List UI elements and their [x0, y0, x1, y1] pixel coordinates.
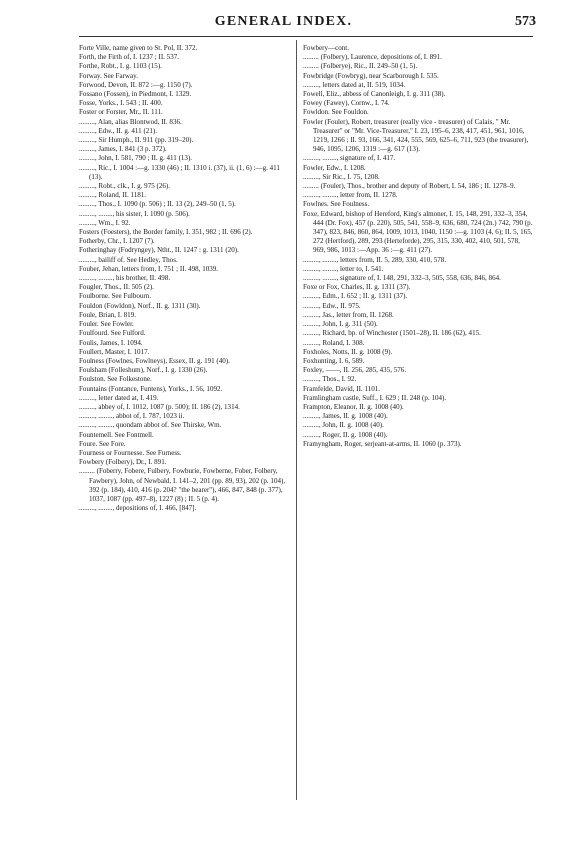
index-entry: Foule, Brian, I. 819.	[79, 310, 136, 319]
index-entry: Frampton, Eleanor, II. g. 1008 (40).	[303, 402, 404, 411]
index-entry: ........., Sir Humph., II. 911 (pp. 319–20).	[79, 136, 194, 145]
index-entry: Fowbery (Folbery), Dr., I. 891.	[79, 458, 167, 467]
index-entry: Forth, the Firth of, I. 1237 ; II. 537.	[79, 53, 180, 62]
index-entry: Fowell, Eliz., abbess of Canonleigh, I. g. 311 (38).	[303, 90, 446, 99]
index-entry: ........., bailiff of. See Hedley, Thos.	[79, 255, 178, 264]
index-entry: Fowbridge (Fowbryg), near Scarborough I. 535.	[303, 71, 439, 80]
index-entry: Fosters (Foesters), the Border family, I. 351, 982 ; II. 696 (2).	[79, 228, 253, 237]
index-entry: ......... (Folberye), Ric., II. 249–50 (1, 5).	[303, 62, 418, 71]
header-rule	[79, 36, 533, 37]
index-entry: Forwood, Devon, II. 872 :—g. 1150 (7).	[79, 80, 193, 89]
index-entry: Fowey (Fawey), Cornw., I. 74.	[303, 99, 390, 108]
index-entry: Foster or Forster, Mr., II. 111.	[79, 108, 163, 117]
index-entry: ........., letters dated at, II. 519, 1034.	[303, 80, 406, 89]
index-entry: ......... (Fouler), Thos., brother and deputy of Robert, I. 54, 186 ; II. 1278–9.	[303, 182, 516, 191]
index-entry: ........., ........, quondam abbot of. See Thirske, Wm.	[79, 421, 222, 430]
page-number: 573	[515, 14, 536, 29]
index-entry: Fourness or Fournesse. See Furness.	[79, 448, 182, 457]
index-entry: ........., John, II. g. 1008 (40).	[303, 421, 384, 430]
index-entry: Fouber, Jehan, letters from, I. 751 ; II. 498, 1039.	[79, 264, 219, 273]
index-column-right	[303, 44, 533, 449]
index-entry: ........., Ric., I. 1004 :—g. 1330 (46) ; II. 1310 i. (37), ii. (1, 6) :—g. 411 (13).	[79, 163, 280, 181]
index-entry: ........., Thos., I. 92.	[303, 375, 357, 384]
index-entry: ........., James, I. 841 (3 p. 372).	[79, 145, 167, 154]
index-entry: ........., Richard, bp. of Winchester (1501–28), II. 186 (62), 415.	[303, 329, 481, 338]
index-entry: Fowlnes. See Foulness.	[303, 200, 370, 209]
index-entry: Framlingham castle, Suff., I. 629 ; II. 248 (p. 104).	[303, 393, 447, 402]
index-entry: ........., ........, signature of, I. 417.	[303, 154, 396, 163]
index-entry: Fountemell. See Fontmell.	[79, 430, 154, 439]
index-entry: ........., ........, depositions of, I. 466, [847].	[79, 504, 197, 513]
index-entry: ........., Edm., I. 652 ; II. g. 1311 (37).	[303, 292, 408, 301]
index-entry: Foxley, ——, II. 256, 285, 435, 576.	[303, 366, 407, 375]
index-entry: ........., Wm., I. 92.	[79, 218, 131, 227]
index-entry: Foullert, Master, I. 1017.	[79, 347, 150, 356]
index-entry: ........., ........, letter to, I. 541.	[303, 264, 384, 273]
index-entry: ........., ........, his sister, I. 1090 (p. 506).	[79, 209, 190, 218]
index-entry: ........., ........, his brother, II. 498.	[79, 274, 171, 283]
index-entry: ........., Roland, II. 1181.	[79, 191, 147, 200]
index-entry: Fotheringhay (Fodryngey), Ntht., II. 1247 : g. 1311 (20).	[79, 246, 239, 255]
index-entry: ......... (Foberry, Fobere, Fulbery, Fowburie, Fowberne, Fober, Folbery, Fawbery), John, of Newbald, I. 141–2, 201 (pp. 89, 93), 202 (p. 104), 392 (p. 184), 410, 416 (p. 204? "the bearer"), 466, 847, 848 (p. 377), 1037, 1087 (pp. 497–8), 1227 (8) ; II. 5 (p. 4).	[79, 467, 286, 503]
index-entry: Framfelde, David, II. 1101.	[303, 384, 381, 393]
index-entry: Foxholes, Notts, II. g. 1008 (9).	[303, 347, 393, 356]
index-entry: ........., Thos., I. 1090 (p. 506) ; II. 13 (2), 249–50 (1, 5).	[79, 200, 236, 209]
index-entry: Foulsham (Folleshum), Norf., I. g. 1330 (26).	[79, 366, 208, 375]
index-entry: Fowldon. See Fouldon.	[303, 108, 369, 117]
index-entry: Fougler, Thos., II. 505 (2).	[79, 283, 154, 292]
index-entry: ........., Jas., letter from, II. 1268.	[303, 310, 394, 319]
index-entry: Framyngham, Roger, serjeant-at-arms, II. 1060 (p. 373).	[303, 439, 462, 448]
index-entry: ........., letter dated at, I. 419.	[79, 393, 159, 402]
index-entry: Foulis, James, I. 1094.	[79, 338, 143, 347]
index-entry: ........., Alan, alias Blontwod, II. 836.	[79, 117, 182, 126]
index-entry: Fowler, Edw., I. 1208.	[303, 163, 366, 172]
index-entry: Foure. See Fore.	[79, 439, 126, 448]
index-entry: ........., John, I. 581, 790 ; II. g. 411 (13).	[79, 154, 193, 163]
index-entry: ........., ........, letters from, II. 5, 289, 330, 410, 578.	[303, 255, 447, 264]
index-entry: ........., Roger, II. g. 1008 (40).	[303, 430, 388, 439]
index-entry: Foulness (Fowlnes, Fowlneys), Essex, II. g. 191 (40).	[79, 356, 230, 365]
index-entry: ........., ........, letter from, II. 1278.	[303, 191, 398, 200]
index-entry: Foulborne. See Fulbourn.	[79, 292, 152, 301]
index-entry: Fouldon (Fowldon), Norf., II. g. 1311 (30).	[79, 301, 201, 310]
index-entry: ........., ........, signature of, I. 148, 291, 332–3, 505, 558, 636, 846, 864.	[303, 274, 501, 283]
index-entry: Foulston. See Folkestone.	[79, 375, 152, 384]
index-entry: Foulfourd. See Fulford.	[79, 329, 146, 338]
index-entry: ........., abbey of, I. 1012, 1087 (p. 500); II. 186 (2), 1314.	[79, 402, 240, 411]
running-title: GENERAL INDEX.	[214, 14, 353, 29]
index-entry: Forte Ville, name given to St. Pol, II. 372.	[79, 44, 198, 52]
index-entry: ........., Edw., II. g. 411 (21).	[79, 126, 157, 135]
index-entry: ........., Edw., II. 975.	[303, 301, 361, 310]
index-entry: Foxe, Edward, bishop of Hereford, King's almoner, I. 15, 148, 291, 332–3, 354, 444 (Dr. Fox), 457 (p. 220), 505, 541, 558–9, 636, 680, 724 (2n.) 742, 790 (p. 347), 823, 846, 860, 864, 1009, 1013, 1040, 1150 :—g. 1103 (4, 6); II. 5, 165, 272 (Hertford), 289, 293 (Herteforde), 295, 315, 330, 402, 410, 501, 578, 969, 986, 1013 :—App. 36 :—g. 411 (27).	[303, 209, 533, 255]
index-column-left	[79, 44, 293, 513]
index-entry: ........., James, II. g. 1008 (40).	[303, 412, 388, 421]
index-entry: Foxe or Fox, Charles, II. g. 1311 (37).	[303, 283, 411, 292]
index-entry: Forthe, Robt., I. g. 1103 (15).	[79, 62, 162, 71]
index-entry: Forway. See Farway.	[79, 71, 138, 80]
column-divider	[296, 40, 297, 800]
index-entry: Fotherby, Chr., I. 1207 (7).	[79, 237, 155, 246]
index-entry: ........., ........, abbot of, I. 787, 1023 ii.	[79, 412, 185, 421]
index-entry: Fossano (Fossen), in Piedmont, I. 1329.	[79, 90, 192, 99]
index-entry: Fowler (Fouler), Robert, treasurer (really vice - treasurer) of Calais, " Mr. Treasurer" or "Mr. Vice-Treasurer," I. 23, 195–6, 238, 417, 451, 961, 1016, 1219, 1266 ; II. 93, 166, 341, 424, 555, 569, 625–6, 711, 923 (the treasurer), 946, 1095, 1206, 1319 :—g. 617 (13).	[303, 117, 529, 154]
index-entry: Fountains (Fontance, Funtens), Yorks., I. 56, 1092.	[79, 384, 223, 393]
index-entry: ........., Sir Ric., I. 75, 1208.	[303, 172, 380, 181]
index-entry: ........., John, I. g. 311 (50).	[303, 320, 378, 329]
index-entry: Fowbery—cont.	[303, 44, 349, 52]
index-entry: Fosse, Yorks., I. 543 ; II. 400.	[79, 99, 163, 108]
index-entry: ........., Robt., clk., I. g. 975 (26).	[79, 182, 171, 191]
index-entry: ......... (Folbery), Laurence, depositions of, I. 891.	[303, 53, 442, 62]
index-entry: Fouler. See Fowler.	[79, 320, 134, 329]
page-header	[0, 14, 567, 34]
index-entry: ........., Roland, I. 308.	[303, 338, 365, 347]
index-entry: Foxhunting, I. 6, 589.	[303, 356, 365, 365]
